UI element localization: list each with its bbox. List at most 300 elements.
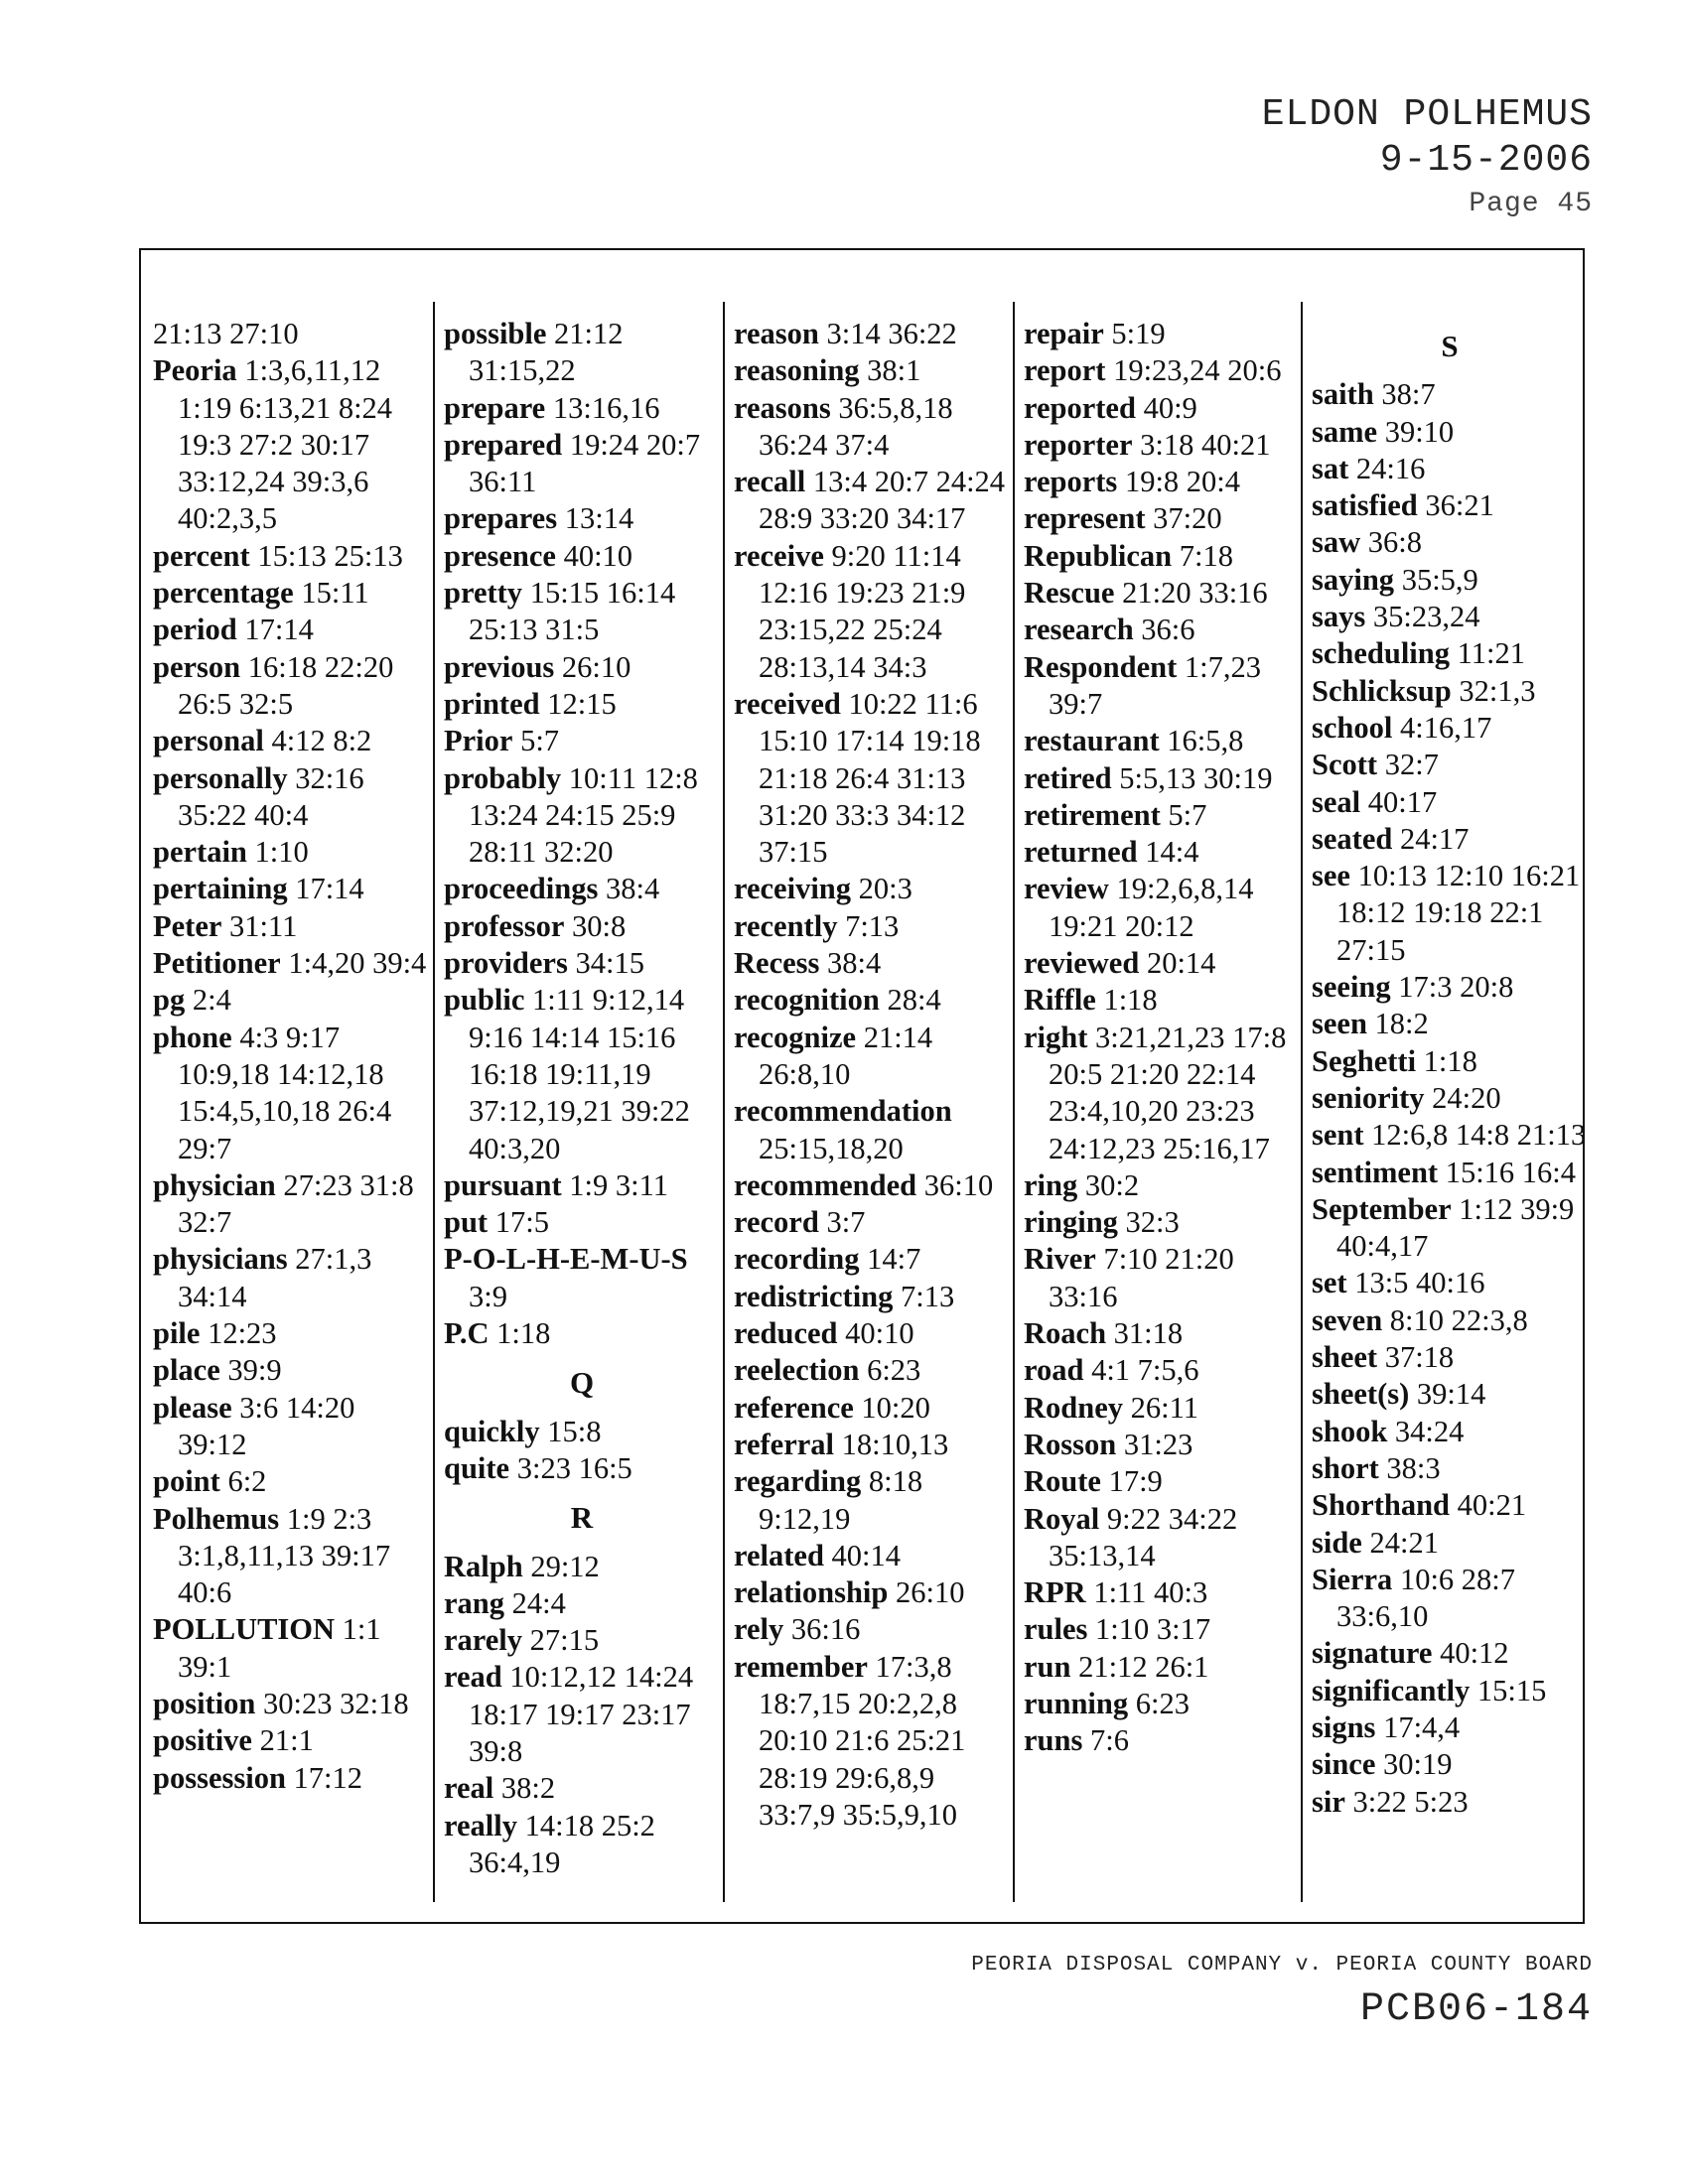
index-entry [1312,1784,1588,1821]
index-term: rules [1024,1612,1088,1647]
page-line-refs: 18:10,13 [841,1427,949,1461]
index-entry [1312,1080,1588,1117]
index-entry [734,1279,1010,1315]
page-line-refs: 10:20 [861,1390,930,1425]
page-line-refs: 9:22 34:22 35:13,14 [1049,1501,1238,1572]
page-line-refs: 24:16 [1355,451,1426,485]
index-entry [444,871,720,907]
index-entry [444,1808,720,1882]
page-line-refs: 20:14 [1146,946,1216,981]
page-line-refs: 1:12 39:9 40:4,17 [1336,1191,1575,1264]
index-entry [444,1659,720,1770]
index-entry [1312,1265,1588,1301]
index-entry [1312,858,1588,969]
index-term: review [1024,872,1109,906]
index-entry [1024,538,1300,575]
page-line-refs: 1:18 [1103,983,1158,1018]
page-line-refs: 10:12,12 14:24 18:17 19:17 23:17 39:8 [469,1660,694,1768]
index-entry [734,1020,1010,1094]
index-entry [153,1167,429,1242]
index-entry [734,1241,1010,1278]
page-line-refs: 31:11 [229,908,298,943]
page-line-refs: 40:10 [563,538,633,573]
index-entry [1312,414,1588,451]
index-term: relationship [734,1575,889,1610]
index-entry [1312,969,1588,1006]
index-entry [1312,1006,1588,1042]
index-entry [1024,1167,1300,1204]
index-entry [1312,524,1588,561]
page-line-refs: 19:23,24 20:6 [1113,353,1282,388]
index-term: seeing [1312,970,1391,1005]
index-term: Petitioner [153,946,281,981]
page-line-refs: 12:23 [208,1316,277,1351]
index-term: put [444,1205,489,1240]
index-term: providers [444,946,568,981]
page-line-refs: 14:7 [867,1242,921,1277]
index-entry [153,1020,429,1167]
index-entry [1024,1649,1300,1686]
page-line-refs: 40:14 [831,1538,902,1572]
page-line-refs: 36:5,8,18 36:24 37:4 [759,390,953,462]
index-entry [153,723,429,759]
page-line-refs: 40:21 [1457,1488,1527,1523]
index-entry [1312,1450,1588,1487]
page-line-refs: 20:3 [858,872,912,906]
index-entry [734,1315,1010,1352]
index-entry [444,538,720,575]
index-entry [153,1241,429,1315]
page-line-refs: 38:4 [605,872,660,906]
index-term: Schlicksup [1312,673,1452,708]
index-entry [734,1427,1010,1463]
index-entry [734,1167,1010,1204]
index-term: recommendation [734,1094,952,1129]
page-line-refs: 13:16,16 [552,390,660,425]
index-entry [1024,352,1300,389]
index-entry [153,316,429,352]
index-entry [734,1463,1010,1538]
index-column-4 [1024,316,1300,1760]
index-entry [444,1414,720,1450]
page-line-refs: 30:23 32:18 [263,1686,409,1720]
index-entry [444,760,720,872]
page-line-refs: 8:10 22:3,8 [1389,1302,1528,1337]
page-line-refs: 17:14 [295,872,364,906]
page-line-refs: 7:13 [845,908,900,943]
index-term: referral [734,1427,835,1461]
index-term: real [444,1771,494,1806]
index-term: prepare [444,390,546,425]
page-line-refs: 32:7 [1384,748,1439,782]
index-entry [153,1315,429,1352]
index-term: short [1312,1450,1379,1485]
index-term: presence [444,538,556,573]
index-term: position [153,1686,256,1720]
index-column-2 [444,316,720,1881]
index-entry [444,908,720,945]
index-term: runs [1024,1723,1083,1758]
index-term: saying [1312,562,1395,597]
page-line-refs: 31:18 [1113,1316,1184,1351]
index-term: prepared [444,427,563,462]
page-line-refs: 26:10 [561,649,632,684]
index-entry [1312,821,1588,858]
index-entry [1312,1635,1588,1672]
page-line-refs: 17:4,4 [1383,1709,1461,1744]
index-term: reasons [734,390,831,425]
index-entry [1024,834,1300,871]
index-term: place [153,1353,220,1388]
index-term: River [1024,1242,1096,1277]
index-column-3 [734,316,1010,1834]
index-term: same [1312,414,1378,449]
index-term: POLLUTION [153,1612,336,1647]
page-line-refs: 16:5,8 [1167,724,1244,758]
page-line-refs: 36:8 [1367,525,1423,560]
index-term: Recess [734,946,820,981]
index-term: Ralph [444,1549,523,1583]
index-term: recognition [734,983,880,1018]
index-term: Seghetti [1312,1043,1417,1078]
page-line-refs: 31:23 [1123,1427,1193,1461]
index-term: record [734,1205,819,1240]
index-entry [734,871,1010,907]
page-line-refs: 40:10 [845,1316,914,1351]
page-line-refs: 28:4 [887,983,941,1018]
page-line-refs: 26:11 [1130,1390,1198,1425]
index-term: P.C [444,1316,490,1351]
index-term: reelection [734,1353,860,1388]
index-term: repair [1024,317,1104,350]
index-term: sheet [1312,1340,1378,1375]
page-line-refs: 15:13 25:13 [257,538,403,573]
index-entry [1312,635,1588,672]
index-term: Rescue [1024,576,1115,611]
page-line-refs: 17:3,8 18:7,15 20:2,2,8 20:10 21:6 25:21 28:19 29:6,8,9 33:7,9 35:5,9,10 [759,1649,966,1832]
index-entry [1024,1501,1300,1575]
page-line-refs: 1:10 [254,835,309,870]
index-entry [1024,1686,1300,1722]
index-entry [444,1241,720,1315]
index-entry [1024,316,1300,352]
index-term: Rodney [1024,1390,1123,1425]
index-entry [1312,747,1588,783]
index-term: prepares [444,501,558,536]
index-term: rang [444,1585,504,1620]
index-term: phone [153,1020,232,1054]
index-entry [444,1770,720,1807]
page-line-refs: 17:9 [1108,1464,1163,1499]
page-line-refs: 17:12 [293,1760,363,1795]
page-line-refs: 36:6 [1141,613,1195,647]
index-term: recognize [734,1020,857,1054]
page-line-refs: 1:18 [496,1316,551,1351]
index-entry [734,908,1010,945]
index-entry [734,352,1010,389]
index-entry [1024,427,1300,464]
index-entry [734,538,1010,686]
index-entry [734,1352,1010,1389]
index-term: September [1312,1191,1452,1226]
index-entry [444,1204,720,1241]
deposition-date: 9-15-2006 [1379,139,1593,182]
page-line-refs: 17:14 [244,613,314,647]
page-line-refs: 6:23 [867,1353,921,1388]
page-line-refs: 10:13 12:10 16:21 18:12 19:18 22:1 27:15 [1336,859,1581,967]
index-term: possible [444,317,547,350]
page-line-refs: 12:6,8 14:8 21:13 [1371,1118,1587,1153]
index-term: point [153,1464,220,1499]
index-entry [153,1686,429,1722]
index-entry [1312,1562,1588,1636]
index-term: seven [1312,1302,1383,1337]
index-term: reviewed [1024,946,1140,981]
index-entry [1312,1414,1588,1450]
page-line-refs: 13:14 [564,501,634,536]
index-entry [734,1390,1010,1427]
index-term: pile [153,1316,201,1351]
index-term: P-O-L-H-E-M-U-S [444,1242,688,1277]
index-term: Roach [1024,1316,1107,1351]
index-term: received [734,686,841,721]
index-term: Respondent [1024,649,1178,684]
index-term: public [444,983,525,1018]
index-entry [1024,649,1300,724]
index-term: ring [1024,1167,1078,1202]
index-entry [1024,1574,1300,1611]
index-term: reporter [1024,427,1133,462]
index-term: Polhemus [153,1501,280,1536]
index-entry [1024,1315,1300,1352]
index-entry [1024,1241,1300,1315]
index-term: reasoning [734,353,860,388]
index-term: please [153,1390,232,1425]
page-line-refs: 39:14 [1416,1377,1486,1412]
index-term: pretty [444,576,523,611]
deponent-name: ELDON POLHEMUS [1261,93,1593,136]
index-term: positive [153,1723,252,1758]
page-line-refs: 24:20 [1432,1080,1501,1115]
column-divider [723,302,725,1902]
index-term: sir [1312,1784,1345,1819]
page-line-refs: 19:24 20:7 36:11 [469,427,701,499]
index-entry [153,760,429,835]
page-line-refs: 3:9 [469,1279,507,1313]
page-line-refs: 36:16 [790,1612,861,1647]
index-term: saith [1312,377,1374,412]
page-number: Page 45 [1469,189,1593,219]
index-entry [153,538,429,575]
index-term: reduced [734,1316,838,1351]
index-term: personal [153,724,264,758]
page-line-refs: 17:5 [494,1205,549,1240]
page-line-refs: 7:10 21:20 33:16 [1049,1242,1234,1313]
page-line-refs: 1:11 40:3 [1093,1575,1208,1610]
page-line-refs: 7:6 [1089,1723,1129,1758]
page-line-refs: 30:8 [572,908,627,943]
index-term: pertaining [153,872,288,906]
index-term: signs [1312,1709,1376,1744]
index-term: rely [734,1612,784,1647]
index-term: Peoria [153,353,237,388]
index-entry [1312,1673,1588,1709]
index-entry [1024,575,1300,612]
index-entry [1024,982,1300,1019]
index-term: says [1312,600,1366,634]
index-term: physicians [153,1242,288,1277]
index-entry [1024,1390,1300,1427]
page-line-refs: 1:1 39:1 [178,1612,381,1684]
index-term: saw [1312,525,1361,560]
index-entry [153,1611,429,1686]
index-entry [153,1760,429,1797]
index-entry [444,500,720,537]
page-line-refs: 15:16 16:4 [1445,1155,1577,1189]
page-line-refs: 21:20 33:16 [1122,576,1268,611]
page-line-refs: 11:21 [1457,636,1525,671]
index-entry [153,982,429,1019]
page-line-refs: 40:9 [1143,390,1197,425]
index-term: sent [1312,1118,1364,1153]
index-entry [153,352,429,537]
index-entry [734,945,1010,982]
index-entry [153,1352,429,1389]
index-entry [1024,1427,1300,1463]
index-term: regarding [734,1464,862,1499]
page-line-refs: 15:15 [1476,1673,1547,1707]
page-line-refs: 35:5,9 [1401,562,1478,597]
page-line-refs: 9:20 11:14 12:16 19:23 21:9 23:15,22 25:24 28:13,14 34:3 [759,538,966,684]
index-entry [444,686,720,723]
index-term: receiving [734,872,852,906]
index-term: percentage [153,576,294,611]
index-entry [153,1463,429,1500]
index-entry [1312,487,1588,524]
index-term: shook [1312,1414,1388,1448]
page-line-refs: 14:18 25:2 36:4,19 [469,1808,655,1879]
index-term: pg [153,983,186,1018]
index-term: proceedings [444,872,599,906]
page-line-refs: 40:17 [1367,784,1438,819]
page-line-refs: 35:23,24 [1372,600,1480,634]
page-line-refs: 21:12 26:1 [1078,1649,1209,1684]
index-term: Scott [1312,748,1378,782]
page-line-refs: 13:5 40:16 [1354,1266,1485,1300]
index-term: seated [1312,821,1393,856]
page-line-refs: 5:19 [1111,317,1166,350]
page-line-refs: 10:11 12:8 13:24 24:15 25:9 28:11 32:20 [469,760,698,870]
index-term: recommended [734,1167,917,1202]
index-term: printed [444,686,540,721]
index-entry [734,464,1010,538]
page-line-refs: 24:21 [1369,1525,1439,1560]
page-line-refs: 15:8 [547,1414,602,1448]
index-term: recording [734,1242,860,1277]
index-column-5 [1312,316,1588,1821]
index-term: period [153,613,237,647]
index-term: report [1024,353,1106,388]
page-line-refs: 38:1 [867,353,921,388]
index-entry [1312,1302,1588,1339]
page-line-refs: 38:2 [500,1771,556,1806]
page-line-refs: 1:11 9:12,14 9:16 14:14 15:16 16:18 19:11,19 37:12,19,21 39:22 40:3,20 [469,983,690,1165]
index-entry [444,649,720,686]
page-line-refs: 5:7 [520,724,560,758]
page-line-refs: 14:4 [1145,835,1199,870]
page-line-refs: 34:15 [575,946,644,981]
column-divider [433,302,435,1902]
index-term: represent [1024,501,1146,536]
page-line-refs: 4:3 9:17 10:9,18 14:12,18 15:4,5,10,18 26:4 29:7 [178,1020,392,1165]
index-entry [1024,1204,1300,1241]
index-term: really [444,1808,517,1843]
page-line-refs: 36:21 [1425,488,1494,523]
index-entry [153,1501,429,1612]
index-term: personally [153,760,288,795]
index-term: professor [444,908,565,943]
index-entry [1312,710,1588,747]
index-entry [734,1204,1010,1241]
page-line-refs: 1:9 3:11 [569,1167,668,1202]
page-line-refs: 30:19 [1383,1747,1453,1782]
page-line-refs: 15:11 [301,576,369,611]
index-term: satisfied [1312,488,1418,523]
page-line-refs: 3:14 36:22 [826,317,957,350]
page-line-refs: 1:18 [1423,1043,1477,1078]
page-line-refs: 1:7,23 39:7 [1049,649,1261,721]
page-line-refs: 40:12 [1440,1636,1509,1671]
index-entry [1024,797,1300,834]
page-line-refs: 3:21,21,23 17:8 20:5 21:20 22:14 23:4,10,20 23:23 24:12,23 25:16,17 [1049,1020,1287,1165]
page-line-refs: 32:16 35:22 40:4 [178,760,364,832]
page-line-refs: 24:4 [511,1585,566,1620]
index-term: returned [1024,835,1138,870]
index-entry [734,686,1010,871]
page-line-refs: 5:5,13 30:19 [1119,760,1273,795]
index-term: sentiment [1312,1155,1439,1189]
index-term: seniority [1312,1080,1425,1115]
index-entry [1312,1376,1588,1413]
index-entry [1024,612,1300,648]
index-term: Riffle [1024,983,1096,1018]
case-caption: PEORIA DISPOSAL COMPANY v. PEORIA COUNTY BOARD [971,1954,1593,1977]
index-entry [1312,562,1588,599]
page-line-refs: 13:4 20:7 24:24 28:9 33:20 34:17 [759,465,1006,536]
index-entry [153,612,429,648]
index-term: physician [153,1167,276,1202]
index-term: scheduling [1312,636,1450,671]
index-entry [1024,760,1300,797]
index-term: Republican [1024,538,1173,573]
column-divider [1301,302,1303,1902]
page-line-refs: 15:15 16:14 25:13 31:5 [469,576,676,647]
page-line-refs: 4:12 8:2 [271,724,372,758]
page-line-refs: 38:4 [827,946,882,981]
page-line-refs: 7:13 [901,1279,955,1313]
page-line-refs: 16:18 22:20 26:5 32:5 [178,649,394,721]
index-term: running [1024,1686,1129,1720]
page-line-refs: 19:8 20:4 [1124,465,1241,499]
section-letter: S [1441,329,1459,363]
page-line-refs: 6:2 [227,1464,267,1499]
index-term: quite [444,1450,510,1485]
index-entry [153,945,429,982]
index-term: research [1024,613,1134,647]
index-term: Peter [153,908,222,943]
page-line-refs: 38:3 [1386,1450,1441,1485]
index-entry [734,1538,1010,1574]
